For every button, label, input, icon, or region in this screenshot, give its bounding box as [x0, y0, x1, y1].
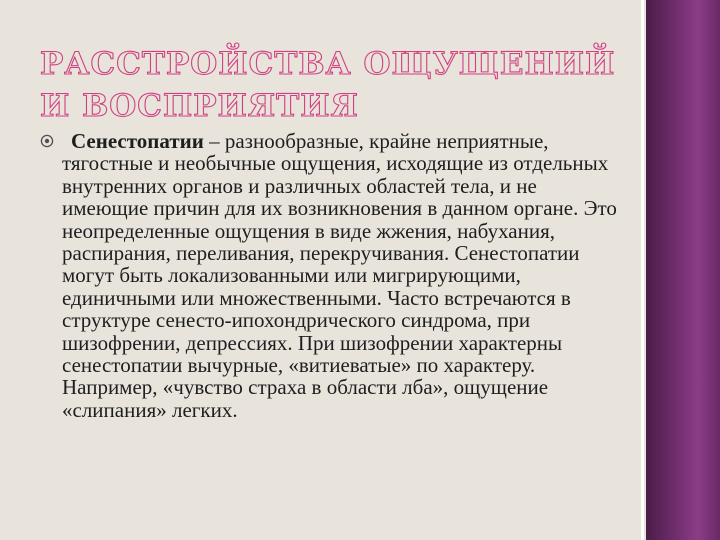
bullet-description: – разнообразные, крайне неприятные, тягостные и необычные ощущения, исходящие из отдельных внутренних органов и различных областей тела, и не имеющие причин для их возникновения в данном органе. Это неопределенные ощущения в виде жжения, набухания, распирания, переливания, перекручивания. Сенестопатии могут быть локализованными или мигрирующими, единичными или множественными. Часто встречаются в структуре сенесто-ипохондрического синдрома, при шизофрении, депрессиях. При шизофрении характерны сенестопатии вычурные, «витиеватые» по характеру. Например, «чувство страха в области лба», ощущение «слипания» легких. [62, 129, 617, 422]
bullet-item [40, 130, 620, 421]
purple-sidebar [646, 0, 720, 540]
sidebar-divider [641, 0, 644, 540]
bullet-text [40, 130, 620, 421]
bullet-term: Сенестопатии [71, 129, 204, 153]
circled-dot-bullet-icon [40, 134, 54, 148]
slide-title: РАССТРОЙСТВА ОЩУЩЕНИЙ И ВОСПРИЯТИЯ [40, 46, 616, 124]
